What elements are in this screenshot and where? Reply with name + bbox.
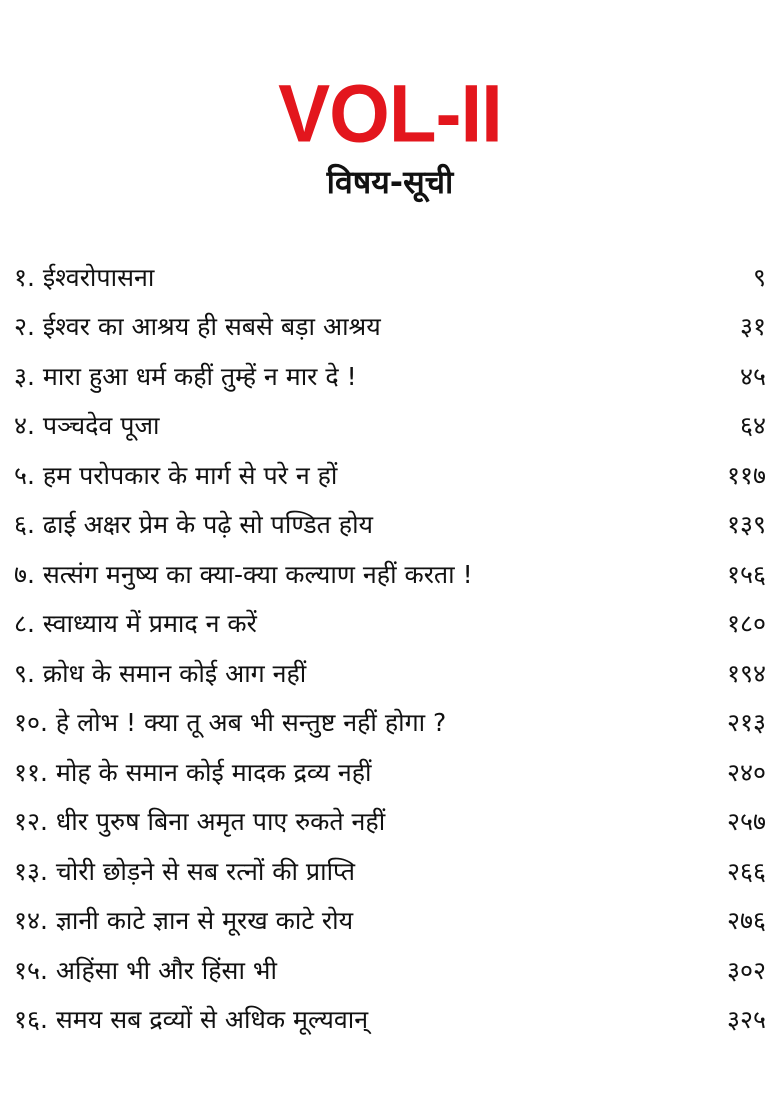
toc-entry-page: ११७ xyxy=(726,460,766,490)
toc-entry-page: ९ xyxy=(752,262,766,292)
toc-entry xyxy=(14,698,766,748)
toc-entry-page: ३१ xyxy=(739,312,766,342)
toc-entry-title: १३. चोरी छोड़ने से सब रत्नों की प्राप्ति xyxy=(14,856,356,886)
toc-entry-title: ७. सत्संग मनुष्य का क्या-क्या कल्याण नहीं करता ! xyxy=(14,559,473,589)
toc-entry-page: २६६ xyxy=(726,856,766,886)
toc-entry-page: २५७ xyxy=(726,807,766,837)
toc-entry xyxy=(14,450,766,500)
contents-heading: विषय-सूची xyxy=(326,163,454,201)
toc-entry xyxy=(14,351,766,401)
toc-entry-page: ३२५ xyxy=(726,1005,766,1035)
volume-title: VOL-II xyxy=(278,66,502,160)
toc-entry-title: ११. मोह के समान कोई मादक द्रव्य नहीं xyxy=(14,757,372,787)
toc-entry-title: १५. अहिंसा भी और हिंसा भी xyxy=(14,955,277,985)
toc-entry xyxy=(14,896,766,946)
toc-entry-page: १९४ xyxy=(726,658,766,688)
toc-entry-title: ५. हम परोपकार के मार्ग से परे न हों xyxy=(14,460,338,490)
toc-entry xyxy=(14,995,766,1045)
toc-entry-title: २. ईश्वर का आश्रय ही सबसे बड़ा आश्रय xyxy=(14,312,381,342)
toc-entry xyxy=(14,599,766,649)
toc-entry xyxy=(14,747,766,797)
toc-entry xyxy=(14,252,766,302)
toc-entry xyxy=(14,500,766,550)
toc-entry-page: १८० xyxy=(726,609,766,639)
toc-entry-title: ८. स्वाध्याय में प्रमाद न करें xyxy=(14,609,257,639)
toc-entry-title: ९. क्रोध के समान कोई आग नहीं xyxy=(14,658,307,688)
toc-entry-page: ३०२ xyxy=(726,955,766,985)
toc-entry xyxy=(14,648,766,698)
toc-entry-title: १६. समय सब द्रव्यों से अधिक मूल्यवान् xyxy=(14,1005,369,1035)
toc-entry-page: ६४ xyxy=(739,411,766,441)
toc-entry-title: १. ईश्वरोपासना xyxy=(14,262,155,292)
toc-entry xyxy=(14,549,766,599)
toc-entry xyxy=(14,846,766,896)
toc-entry-title: ६. ढाई अक्षर प्रेम के पढ़े सो पण्डित होय xyxy=(14,510,374,540)
toc-entry-page: १३९ xyxy=(726,510,766,540)
toc-entry-page: २४० xyxy=(726,757,766,787)
toc-entry xyxy=(14,302,766,352)
table-of-contents xyxy=(14,252,766,1044)
toc-entry-page: १५६ xyxy=(726,559,766,589)
toc-entry-title: ४. पञ्चदेव पूजा xyxy=(14,411,160,441)
toc-entry-title: १४. ज्ञानी काटे ज्ञान से मूरख काटे रोय xyxy=(14,906,354,936)
toc-entry-page: ४५ xyxy=(739,361,766,391)
toc-entry-title: ३. मारा हुआ धर्म कहीं तुम्हें न मार दे ! xyxy=(14,361,357,391)
toc-entry xyxy=(14,797,766,847)
toc-entry xyxy=(14,945,766,995)
toc-entry-page: २७६ xyxy=(726,906,766,936)
toc-entry-page: २१३ xyxy=(726,708,766,738)
toc-entry-title: १०. हे लोभ ! क्या तू अब भी सन्तुष्ट नहीं होगा ? xyxy=(14,708,447,738)
toc-entry-title: १२. धीर पुरुष बिना अमृत पाए रुकते नहीं xyxy=(14,807,386,837)
toc-entry xyxy=(14,401,766,451)
